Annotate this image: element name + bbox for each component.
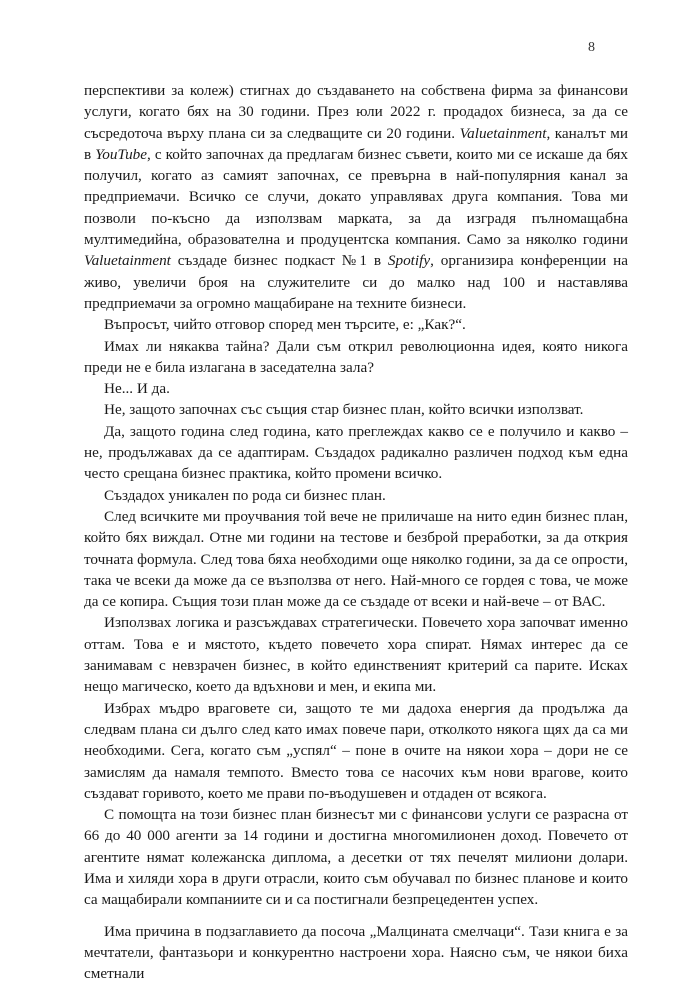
body-text: [84, 80, 628, 984]
italic-brand-name: YouTube: [95, 145, 147, 163]
paragraph-10: Избрах мъдро враговете си, защото те ми дадоха енергия да продължа да следвам плана си дълго след като имах повече пари, отколкото някога щях да са ми необходими. Сега, когато съм „успял“ – поне в очите на някои хора – дори не се замислям да намаля темпото. Вместо това се насочих към нови врагове, които създават горивото, което ме прави по-въодушевен и отдаден от всякога.: [84, 699, 628, 802]
text-span: , организира конференции на живо, увеличи броя на служителите си до малко над 100 и наставлява предприемачи за огромно мащабиране на техните бизнеси.: [84, 252, 628, 312]
text-span: перспективи за колеж) стигнах до създаването на собствена фирма за финансови услуги, когато бях на 30 години. През юли 2022 г. продадох бизнеса, за да се съсредоточа върху плана си за следващите си 20 години.: [84, 82, 628, 142]
paragraph-5: Не, защото започнах със същия стар бизнес план, който всички използват.: [104, 401, 584, 419]
paragraph-1: [84, 80, 628, 314]
paragraph-9: Използвах логика и разсъждавах стратегически. Повечето хора започват именно оттам. Това е и мястото, където повечето хора спират. Нямах интерес да се занимавам с невзрачен бизнес, в който единственият критерий са парите. Исках нещо магическо, което да вдъхнови и мен, и екипа ми.: [84, 614, 628, 696]
paragraph-6: Да, защото година след година, като преглеждах какво се е получило и какво – не, продължавах да се адаптирам. Създадох радикално различен подход към една често срещана бизнес практика, който промени всичко.: [84, 422, 628, 483]
paragraph-7: Създадох уникален по рода си бизнес план.: [104, 486, 386, 504]
paragraph-2: Въпросът, чийто отговор според мен търсите, е: „Как?“.: [104, 316, 466, 334]
italic-brand-name: Spotify: [387, 252, 431, 270]
text-span: , каналът ми в: [84, 124, 628, 163]
text-span: , с който започнах да предлагам бизнес съвети, които ми се искаше да бях получил, когато аз самият започнах, се превърна в най-популярния канал за предприемачи. Всичко се случи, докато управлявах друга компания. Това ми позволи по-късно да използвам марката, за да изградя пълномащабна мултимедийна, образователна и продуцентска компания. Само за няколко години: [84, 145, 628, 249]
italic-brand-name: Valuetainment: [459, 124, 547, 142]
paragraph-11: С помощта на този бизнес план бизнесът ми с финансови услуги се разрасна от 66 до 40 000 агенти за 14 години и достигна многомилионен доход. Повечето от агентите нямат колежанска диплома, а десетки от тях печелят милиони долари. Има и хиляди хора в други отрасли, които съм обучавал по бизнес планове и които са мащабирали компаниите си и са постигнали безпрецедентен успех.: [84, 806, 628, 909]
italic-brand-name: Valuetainment: [84, 252, 171, 270]
paragraph-4: Не... И да.: [104, 380, 170, 398]
text-span: създаде бизнес подкаст №1 в: [170, 252, 388, 270]
page-number: 8: [588, 40, 595, 55]
paragraph-8: След всичките ми проучвания той вече не приличаше на нито един бизнес план, който бях виждал. Отне ми години на тестове и безброй преработки, за да открия точната формула. След това бяха необходими още няколко години, за да се опрости, така че всеки да може да се възползва от него. Най-много се гордея с това, че може да се копира. Същия този план може да се създаде от всеки и най-вече – от ВАС.: [84, 507, 628, 611]
paragraph-12: Има причина в подзаглавието да посоча „Малцината смелчаци“. Тази книга е за мечтатели, фантазьори и конкурентно настроени хора. Наясно съм, че някои биха сметнали: [84, 922, 628, 983]
paragraph-3: Имах ли някаква тайна? Дали съм открил революционна идея, която никога преди не е била излагана в заседателна зала?: [84, 337, 628, 376]
